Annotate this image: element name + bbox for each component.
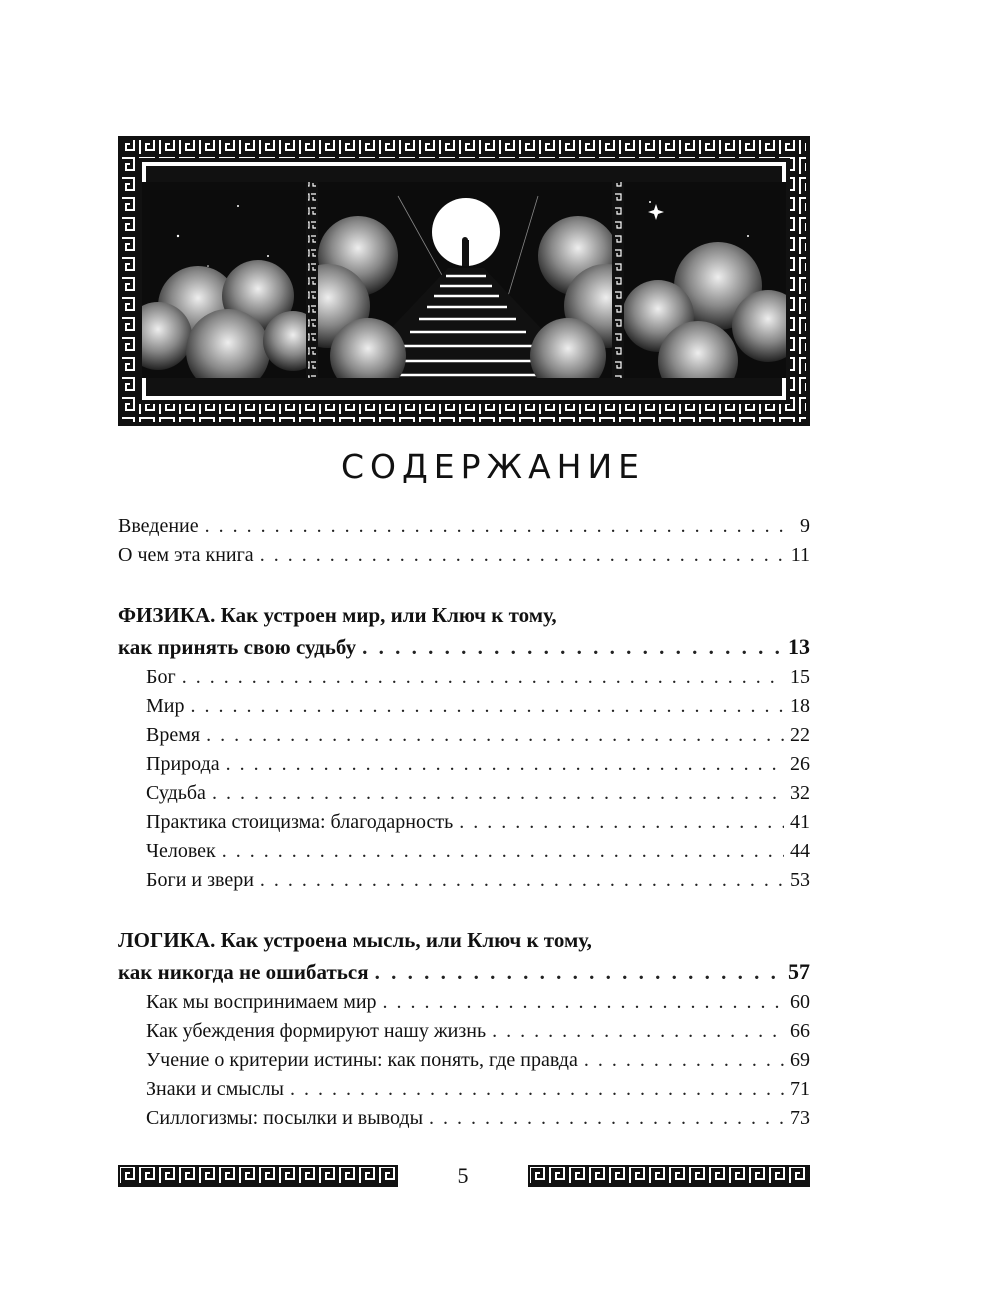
toc-entry[interactable] bbox=[118, 1017, 810, 1046]
toc-entry-page: 53 bbox=[790, 869, 810, 891]
toc-entry[interactable] bbox=[118, 750, 810, 779]
page-number: 5 bbox=[457, 1163, 469, 1188]
toc-section bbox=[118, 924, 810, 988]
toc-entry-title: Время bbox=[146, 724, 201, 746]
toc-entry[interactable] bbox=[118, 837, 810, 866]
section-page: 57 bbox=[788, 959, 810, 984]
section-page: 13 bbox=[788, 634, 810, 659]
toc-entry-page: 73 bbox=[790, 1107, 810, 1129]
toc-entry[interactable] bbox=[118, 692, 810, 721]
toc-entry-title: О чем эта книга bbox=[118, 544, 254, 566]
section-heading-continued: как никогда не ошибаться bbox=[118, 960, 369, 984]
toc-entry-page: 60 bbox=[790, 991, 810, 1013]
toc-entry-title: Боги и звери bbox=[146, 869, 254, 891]
dot-leader bbox=[492, 1017, 784, 1046]
toc-entry-page: 18 bbox=[790, 695, 810, 717]
toc-section bbox=[118, 599, 810, 663]
dot-leader bbox=[206, 721, 784, 750]
dot-leader bbox=[459, 808, 784, 837]
toc-entry-title: Как мы воспринимаем мир bbox=[146, 991, 377, 1013]
toc-entry-page: 69 bbox=[790, 1049, 810, 1071]
dot-leader bbox=[222, 837, 784, 866]
toc-entry-page: 66 bbox=[790, 1020, 810, 1042]
page-title: СОДЕРЖАНИЕ bbox=[340, 447, 646, 486]
dot-leader bbox=[290, 1075, 784, 1104]
toc-entry-page: 71 bbox=[790, 1078, 810, 1100]
greek-key-ornament-right bbox=[528, 1165, 810, 1187]
dot-leader bbox=[429, 1104, 784, 1133]
toc-entry[interactable] bbox=[118, 721, 810, 750]
toc-entry-page: 44 bbox=[790, 840, 810, 862]
toc-entry-title: Бог bbox=[146, 666, 176, 688]
section-heading-row[interactable] bbox=[118, 956, 810, 988]
dot-leader bbox=[584, 1046, 784, 1075]
toc-entry-page: 11 bbox=[790, 544, 810, 566]
toc-entry-page: 26 bbox=[790, 753, 810, 775]
toc-entry[interactable] bbox=[118, 808, 810, 837]
toc-entry-title: Судьба bbox=[146, 782, 206, 804]
toc-entry-title: Природа bbox=[146, 753, 220, 775]
dot-leader bbox=[260, 541, 784, 570]
toc-entry[interactable] bbox=[118, 1046, 810, 1075]
toc-entry-title: Учение о критерии истины: как понять, где правда bbox=[146, 1049, 578, 1071]
toc-entry[interactable] bbox=[118, 866, 810, 895]
toc-entry[interactable] bbox=[118, 1104, 810, 1133]
dot-leader bbox=[260, 866, 784, 895]
dot-leader bbox=[362, 631, 782, 663]
toc-entry[interactable] bbox=[118, 663, 810, 692]
toc-entry[interactable] bbox=[118, 512, 810, 541]
toc-entry-title: Силлогизмы: посылки и выводы bbox=[146, 1107, 424, 1129]
dot-leader bbox=[191, 692, 785, 721]
toc-entry[interactable] bbox=[118, 988, 810, 1017]
toc-entry-title: Человек bbox=[146, 840, 216, 862]
toc-entry-title: Знаки и смыслы bbox=[146, 1078, 284, 1100]
stairway-to-moon-illustration bbox=[118, 136, 810, 426]
dot-leader bbox=[226, 750, 784, 779]
dot-leader bbox=[212, 779, 784, 808]
section-heading[interactable]: ФИЗИКА. Как устроен мир, или Ключ к тому, bbox=[118, 603, 557, 627]
toc-entry-title: Мир bbox=[146, 695, 185, 717]
toc-entry-title: Как убеждения формируют нашу жизнь bbox=[146, 1020, 487, 1042]
toc-entry[interactable] bbox=[118, 1075, 810, 1104]
toc-entry-page: 9 bbox=[800, 515, 810, 537]
dot-leader bbox=[205, 512, 784, 541]
toc-entry[interactable] bbox=[118, 779, 810, 808]
table-of-contents bbox=[118, 512, 810, 1133]
toc-entry-page: 32 bbox=[790, 782, 810, 804]
dot-leader bbox=[375, 956, 782, 988]
section-heading-row[interactable] bbox=[118, 631, 810, 663]
toc-entry-title: Введение bbox=[118, 515, 199, 537]
section-heading-continued: как принять свою судьбу bbox=[118, 635, 357, 659]
toc-entry-page: 22 bbox=[790, 724, 810, 746]
toc-entry-page: 15 bbox=[790, 666, 810, 688]
section-heading[interactable]: ЛОГИКА. Как устроена мысль, или Ключ к тому, bbox=[118, 928, 592, 952]
toc-entry[interactable] bbox=[118, 541, 810, 570]
dot-leader bbox=[383, 988, 784, 1017]
toc-entry-title: Практика стоицизма: благодарность bbox=[146, 811, 454, 833]
toc-entry-page: 41 bbox=[790, 811, 810, 833]
dot-leader bbox=[182, 663, 784, 692]
